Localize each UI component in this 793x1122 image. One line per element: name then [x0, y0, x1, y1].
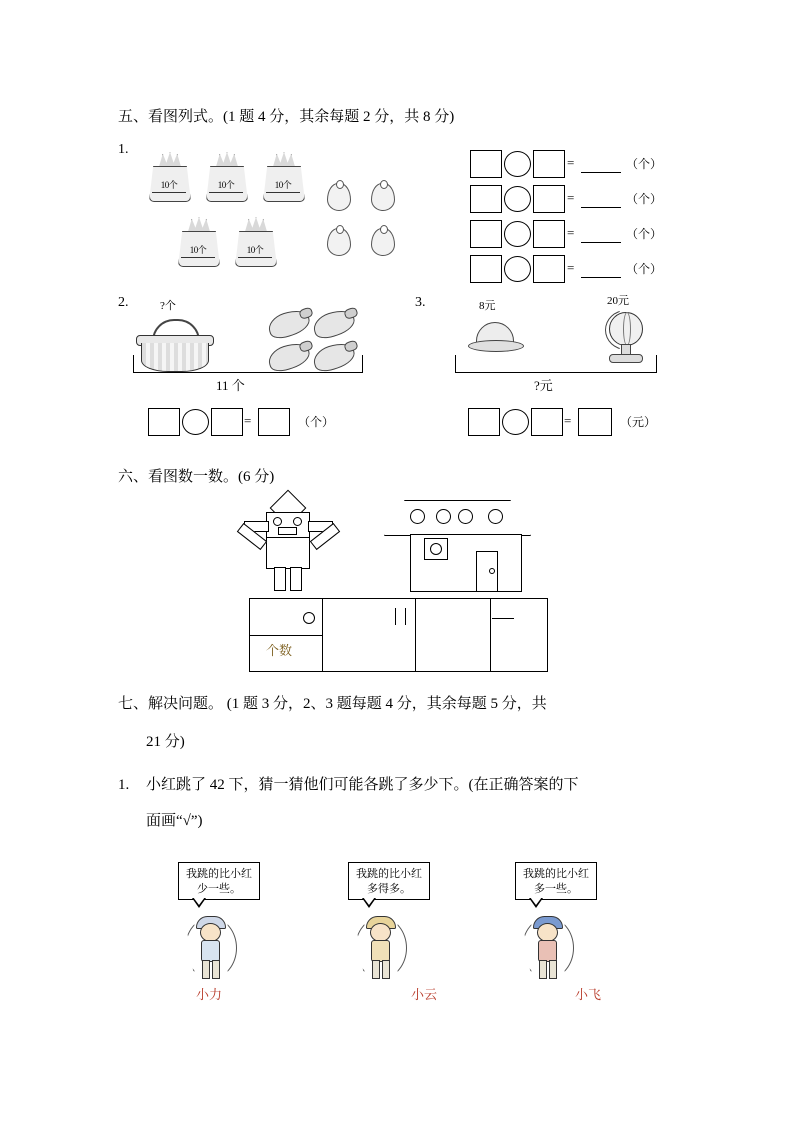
question-5-1-number: 1.: [118, 142, 129, 157]
answer-box[interactable]: [470, 220, 502, 248]
bubble-tail-inner: [193, 897, 205, 905]
section-six-heading: 六、看图数一数。(6 分): [118, 469, 275, 485]
robot-mouth: [278, 527, 297, 535]
operator-circle[interactable]: [504, 151, 531, 177]
leg: [212, 960, 220, 979]
operator-circle[interactable]: [502, 409, 529, 435]
equals-sign: =: [567, 225, 575, 240]
question-5-2-number: 2.: [118, 295, 129, 310]
table-divider: [322, 599, 323, 671]
robot-body: [266, 537, 310, 569]
student-name: 小云: [411, 987, 438, 1002]
question-5-3-number: 3.: [415, 295, 426, 310]
student-figure: [183, 915, 237, 981]
answer-box[interactable]: [148, 408, 180, 436]
answer-box[interactable]: [470, 150, 502, 178]
equals-sign: =: [567, 155, 575, 170]
answer-box[interactable]: [533, 185, 565, 213]
student-name: 小力: [196, 987, 223, 1002]
student-name: 小飞: [575, 987, 602, 1002]
candy-bag: [232, 215, 278, 269]
table-divider: [490, 599, 491, 671]
answer-box[interactable]: [531, 408, 563, 436]
answer-box[interactable]: [578, 408, 612, 436]
candy-icon: [371, 228, 395, 256]
bag-label: 10个: [274, 180, 292, 190]
eggplant-icon: [310, 306, 357, 342]
speech-bubble: 我跳的比小红多一些。: [515, 862, 597, 900]
candy-bag: [260, 150, 306, 204]
house-roof-window: [410, 509, 425, 524]
torso: [538, 940, 557, 962]
leg: [549, 960, 557, 979]
speech-bubble: 我跳的比小红多得多。: [348, 862, 430, 900]
equals-sign: =: [244, 413, 252, 428]
torso: [201, 940, 220, 962]
bag-underline: [266, 192, 300, 193]
answer-line[interactable]: [581, 172, 621, 173]
bubble-tail-inner: [530, 897, 542, 905]
candy-icon: [327, 228, 351, 256]
operator-circle[interactable]: [504, 221, 531, 247]
answer-box[interactable]: [470, 255, 502, 283]
cap-brim: [468, 340, 524, 352]
line-symbol: [395, 608, 396, 625]
answer-box[interactable]: [258, 408, 290, 436]
bag-label: 10个: [160, 180, 178, 190]
unit-label: （个）: [626, 262, 663, 276]
leg: [539, 960, 547, 979]
bag-underline: [209, 192, 243, 193]
unit-label: （个）: [626, 157, 663, 171]
answer-box[interactable]: [533, 150, 565, 178]
operator-circle[interactable]: [182, 409, 209, 435]
total-count-label: 11 个: [216, 378, 245, 393]
speech-bubble: 我跳的比小红少一些。: [178, 862, 260, 900]
answer-line[interactable]: [581, 207, 621, 208]
line-symbol: [405, 608, 406, 625]
question-7-1-number: 1.: [118, 777, 130, 793]
section-seven-heading-line2: 21 分): [146, 734, 185, 750]
total-brace: [133, 355, 363, 373]
operator-circle[interactable]: [504, 256, 531, 282]
section-seven-heading-line1: 七、解决问题。 (1 题 3 分，2、3 题每题 4 分，其余每题 5 分，共: [118, 696, 547, 712]
total-brace: [455, 355, 657, 373]
cap-price-label: 8元: [479, 300, 496, 312]
bag-label: 10个: [217, 180, 235, 190]
robot-eye: [273, 517, 282, 526]
dash-symbol: [492, 618, 514, 619]
robot-eye: [293, 517, 302, 526]
table-divider: [415, 599, 416, 671]
bag-underline: [238, 257, 272, 258]
shape-count-table: [249, 598, 548, 672]
bag-underline: [181, 257, 215, 258]
door-knob: [489, 568, 495, 574]
answer-box[interactable]: [211, 408, 243, 436]
answer-box[interactable]: [533, 220, 565, 248]
cap-icon: [468, 322, 524, 352]
equals-sign: =: [564, 413, 572, 428]
answer-box[interactable]: [468, 408, 500, 436]
answer-box[interactable]: [533, 255, 565, 283]
globe-price-label: 20元: [607, 295, 629, 307]
question-7-1-line2: 面画“√”): [146, 813, 203, 829]
table-row-divider: [250, 635, 322, 636]
bag-underline: [152, 192, 186, 193]
circle-symbol: [303, 612, 315, 624]
operator-circle[interactable]: [504, 186, 531, 212]
unit-label: （个）: [626, 227, 663, 241]
globe-ball: [609, 312, 643, 346]
house-window-circle: [430, 543, 442, 555]
candy-icon: [371, 183, 395, 211]
section-five-heading: 五、看图列式。(1 题 4 分，其余每题 2 分，共 8 分): [118, 109, 455, 125]
robot-leg: [290, 567, 302, 591]
total-price-label: ?元: [534, 378, 553, 393]
candy-bag: [146, 150, 192, 204]
equals-sign: =: [567, 190, 575, 205]
student-figure: [520, 915, 574, 981]
torso: [371, 940, 390, 962]
bubble-tail-inner: [363, 897, 375, 905]
unit-label: （个）: [298, 415, 335, 429]
leg: [372, 960, 380, 979]
equals-sign: =: [567, 260, 575, 275]
unit-label: （元）: [620, 415, 657, 429]
candy-bag: [175, 215, 221, 269]
answer-box[interactable]: [470, 185, 502, 213]
house-roof-window: [458, 509, 473, 524]
candy-bag: [203, 150, 249, 204]
answer-line[interactable]: [581, 242, 621, 243]
question-mark-label: ?个: [160, 300, 176, 312]
table-row-label: 个数: [266, 643, 293, 658]
candy-icon: [327, 183, 351, 211]
bag-label: 10个: [189, 245, 207, 255]
leg: [382, 960, 390, 979]
answer-line[interactable]: [581, 277, 621, 278]
robot-leg: [274, 567, 286, 591]
student-figure: [353, 915, 407, 981]
leg: [202, 960, 210, 979]
eggplant-icon: [265, 306, 312, 342]
house-roof-window: [436, 509, 451, 524]
house-roof-window: [488, 509, 503, 524]
question-7-1-line1: 小红跳了 42 下，猜一猜他们可能各跳了多少下。(在正确答案的下: [146, 777, 579, 793]
bag-label: 10个: [246, 245, 264, 255]
unit-label: （个）: [626, 192, 663, 206]
